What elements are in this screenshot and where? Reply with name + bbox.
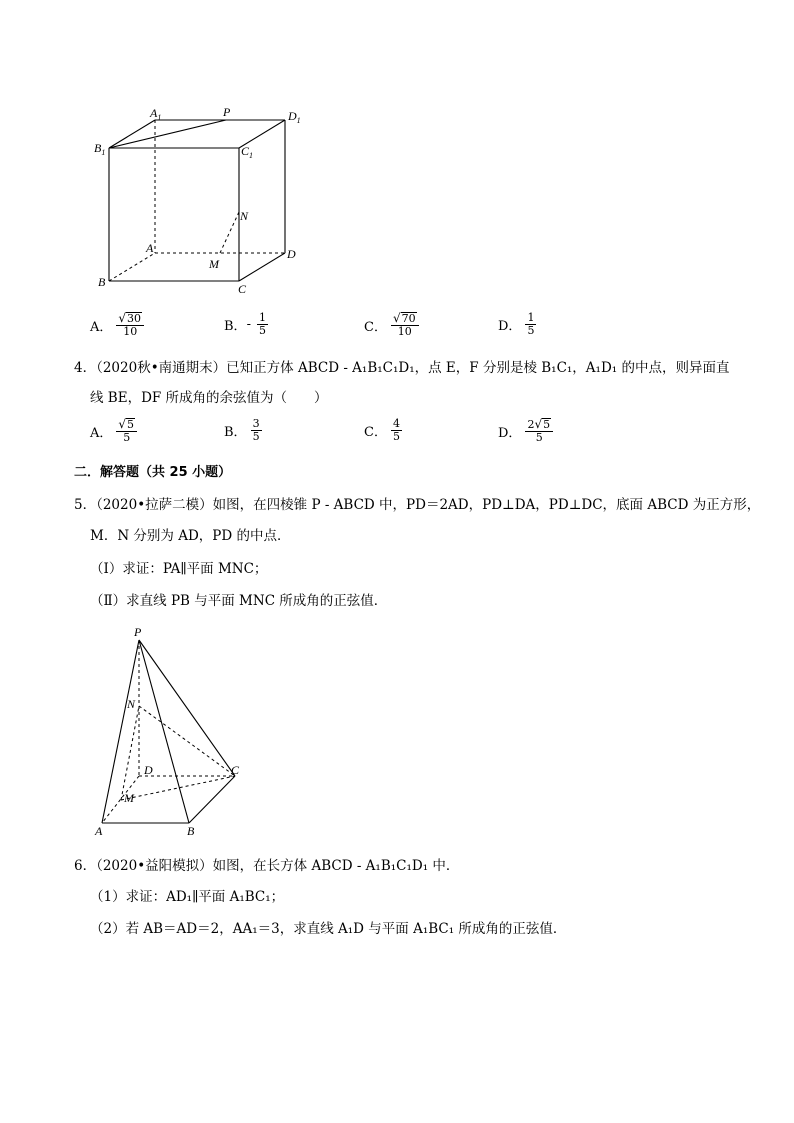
option-letter: D． [498,425,522,441]
fraction-numerator [116,418,137,432]
fraction-numerator [525,418,553,432]
option-letter: A． [90,319,113,335]
label-d: D [144,763,153,777]
edge-p-c [139,640,235,776]
option-fraction [391,418,402,443]
option-letter: B． [224,425,247,440]
label-b1: $B_1$ [94,141,106,157]
sqrt-icon: √ [118,417,127,431]
edge-p-b [139,640,189,823]
numerator-coefficient: 1 [258,311,266,324]
option-b [224,312,268,337]
segment-m-c [121,776,235,800]
q6-part1: （1）求证：AD₁∥平面 A₁BC₁； [90,889,285,905]
option-fraction [116,312,144,338]
label-c: C [238,282,247,296]
fraction-denominator: 5 [392,430,400,443]
label-d1: $D_1$ [288,109,301,125]
edge-b1-a1 [109,120,155,148]
q5-line1: 5．（2020•拉萨二模）如图，在四棱锥 P - ABCD 中，PD＝2AD，PD⊥DA，PD⊥DC，底面 ABCD 为正方形， [74,497,761,513]
numerator-coefficient: 4 [392,417,400,430]
section-heading: 二．解答题（共 25 小题） [74,465,232,480]
label-b: B [98,275,106,289]
label-a: A [95,824,103,838]
fraction-denominator: 5 [123,431,131,444]
option-c [364,418,402,443]
numerator-coefficient: 1 [527,311,535,324]
label-a: A [146,241,154,255]
fraction-numerator [116,312,144,326]
segment-m-n [121,706,139,800]
label-a1: $A_1$ [150,106,162,122]
option-letter: C． [364,319,387,335]
numerator-coefficient: 3 [252,417,260,430]
option-a [90,418,137,444]
label-c1: $C_1$ [241,144,254,160]
fraction-denominator: 5 [258,324,266,337]
option-d [498,312,536,337]
radicand: 30 [127,312,142,325]
edge-b-a [109,253,155,281]
label-m: M [209,257,219,271]
option-sign: - [246,317,251,332]
fraction-numerator [391,312,419,326]
fraction-denominator: 10 [123,325,138,338]
option-d [498,418,553,444]
option-fraction [116,418,137,444]
label-n: N [127,697,136,711]
edge-c-d [239,253,285,281]
sqrt-icon: √ [392,311,401,325]
label-n: N [240,209,249,223]
sqrt-icon: √ [534,417,543,431]
sqrt-icon: √ [118,311,127,325]
label-p: P [134,625,142,639]
option-c [364,312,419,338]
cube-figure [90,100,320,300]
option-letter: D． [498,319,522,334]
option-a [90,312,144,338]
label-c: C [231,763,240,777]
label-m: M [124,791,134,805]
option-fraction [525,418,553,444]
sqrt-expression [118,418,135,430]
option-b [224,418,262,443]
radicand: 5 [127,418,135,431]
option-fraction [525,312,536,337]
label-b: B [187,824,195,838]
q4-line2: 线 BE，DF 所成角的余弦值为（ ） [90,390,328,406]
fraction-denominator: 5 [535,431,543,444]
q5-part2: （Ⅱ）求直线 PB 与平面 MNC 所成角的正弦值． [90,593,388,609]
sqrt-expression [393,312,417,324]
q5-part1: （Ⅰ）求证：PA∥平面 MNC； [90,561,268,577]
option-fraction [257,312,268,337]
radicand: 5 [543,418,551,431]
q6-line1: 6．（2020•益阳模拟）如图，在长方体 ABCD - A₁B₁C₁D₁ 中． [74,858,460,874]
fraction-denominator: 10 [397,325,412,338]
fraction-denominator: 5 [527,324,535,337]
edge-b-c [189,776,235,823]
option-fraction [251,418,262,443]
segment-m-n [220,212,239,253]
q6-part2: （2）若 AB＝AD＝2，AA₁＝3，求直线 A₁D 与平面 A₁BC₁ 所成角的正弦值． [90,921,567,937]
label-p: P [223,105,231,119]
q5-line2: M．N 分别为 AD，PD 的中点． [90,528,291,544]
segment-n-c [139,706,235,776]
pyramid-figure [90,622,260,840]
sqrt-expression [534,418,551,430]
option-letter: B． [224,319,247,334]
radicand: 70 [401,312,416,325]
option-letter: C． [364,425,387,440]
option-letter: A． [90,425,113,441]
option-fraction [391,312,419,338]
sqrt-expression [118,312,142,324]
label-d: D [287,247,296,261]
q4-line1: 4．（2020秋•南通期末）已知正方体 ABCD - A₁B₁C₁D₁，点 E，F 分别是棱 B₁C₁，A₁D₁ 的中点，则异面直 [74,360,730,376]
segment-b1-p [109,120,226,148]
numerator-coefficient: 2 [527,418,535,431]
fraction-denominator: 5 [252,430,260,443]
